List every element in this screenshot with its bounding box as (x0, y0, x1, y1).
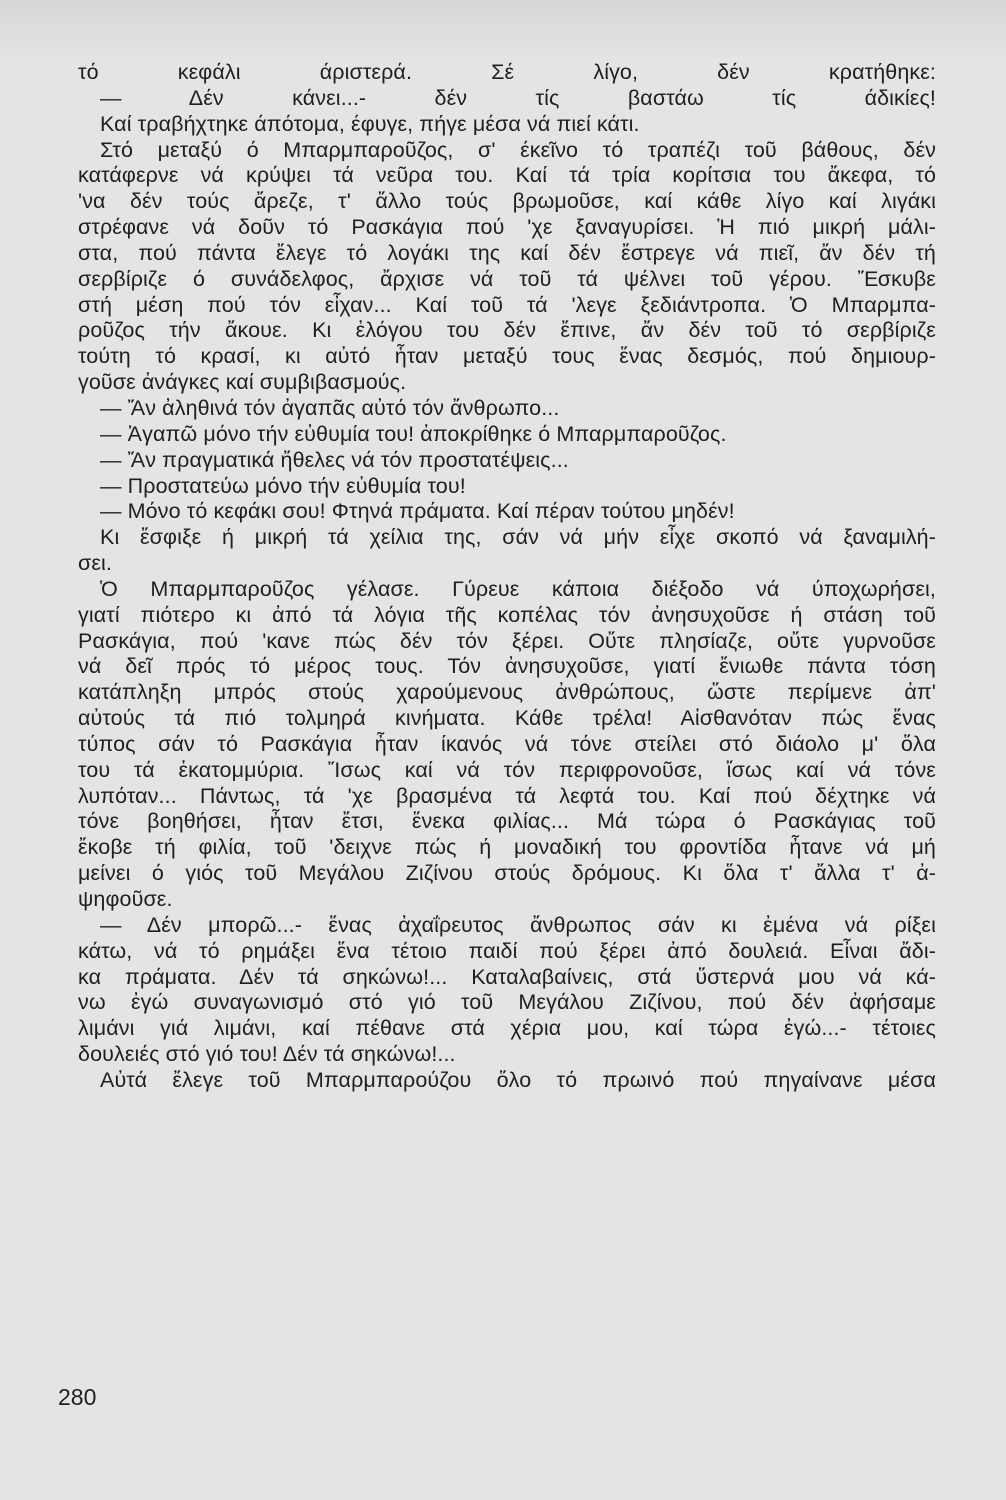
text-line: — Ἄν πραγματικά ἤθελες νά τόν προστατέψεις... (100, 447, 569, 472)
text-line: Στό μεταξύ ό Μπαρμπαροῦζος, σ' έκεῖνο τό τραπέζι τοῦ βάθους, δέν (100, 137, 936, 162)
text-line: γιατί πιότερο κι ἀπό τά λόγια τῆς κοπέλας τόν ἀνησυχοῦσε ή στάση τοῦ (78, 602, 936, 627)
page-top-bleed (0, 0, 1006, 60)
text-line: ψηφοῦσε. (78, 887, 173, 911)
text-line: — Μόνο τό κεφάκι σου! Φτηνά πράματα. Καί πέραν τούτου μηδέν! (100, 499, 735, 524)
text-line: στα, πού πάντα ἔλεγε τό λογάκι της καί δέν ἔστρεγε νά πιεῖ, ἄν δέν τή (78, 240, 936, 265)
text-line: τούτη τό κρασί, κι αὐτό ἦταν μεταξύ τους ἕνας δεσμός, πού δημιουρ- (78, 344, 936, 369)
text-line: Αὐτά ἔλεγε τοῦ Μπαρμπαρούζου ὅλο τό πρωινό πού πηγαίνανε μέσα (100, 1067, 936, 1092)
text-line: ἔκοβε τή φιλία, τοῦ 'δειχνε πώς ή μοναδική του φροντίδα ἦτανε νά μή (78, 835, 936, 860)
page-number: 280 (58, 1384, 97, 1410)
text-line: κατάπληξη μπρός στούς χαρούμενους ἀνθρώπους, ὥστε περίμενε ἀπ' (78, 680, 936, 705)
text-line: γοῦσε ἀνάγκες καί συμβιβασμούς. (78, 370, 407, 395)
text-line: Ρασκάγια, πού 'κανε πώς δέν τόν ξέρει. Οὔτε πλησίαζε, οὔτε γυρνοῦσε (78, 628, 936, 653)
text-line: στρέφανε νά δοῦν τό Ρασκάγια πού 'χε ξαναγυρίσει. Ἡ πιό μικρή μάλι- (78, 215, 936, 240)
text-line: μείνει ό γιός τοῦ Μεγάλου Ζιζίνου στούς δρόμους. Κι ὅλα τ' ἄλλα τ' ἀ- (78, 861, 936, 886)
text-line: Κι ἔσφιξε ή μικρή τά χείλια της, σάν νά μήν εἶχε σκοπό νά ξαναμιλή- (100, 525, 936, 550)
text-line: κα πράματα. Δέν τά σηκώνω!... Καταλαβαίνεις, στά ὕστερνά μου νά κά- (78, 964, 936, 989)
text-line: — Ἀγαπῶ μόνο τήν εὐθυμία του! ἀποκρίθηκε ό Μπαρμπαροῦζος. (100, 421, 727, 446)
text-line: — Δέν μπορῶ...- ἕνας ἀχαΐρευτος ἄνθρωπος σάν κι ἐμένα νά ρίξει (100, 912, 936, 937)
text-line: Ὁ Μπαρμπαροῦζος γέλασε. Γύρευε κάποια διέξοδο νά ύποχωρήσει, (100, 576, 936, 601)
text-line: 'να δέν τούς ἄρεζε, τ' ἄλλο τούς βρωμοῦσε, καί κάθε λίγο καί λιγάκι (78, 189, 936, 214)
text-line: στή μέση πού τόν εἶχαν... Καί τοῦ τά 'λεγε ξεδιάντροπα. Ὁ Μπαρμπα- (78, 292, 936, 317)
text-line: — Προστατεύω μόνο τήν εὐθυμία του! (100, 473, 466, 498)
text-line: δουλειές στό γιό του! Δέν τά σηκώνω!... (78, 1042, 456, 1067)
text-line: κατάφερνε νά κρύψει τά νεῦρα του. Καί τά τρία κορίτσια του ἄκεφα, τό (78, 163, 936, 188)
text-line: λιμάνι γιά λιμάνι, καί πέθανε στά χέρια μου, καί τώρα ἐγώ...- τέτοιες (78, 1016, 936, 1041)
text-line: — Ἄν ἀληθινά τόν ἀγαπᾶς αὐτό τόν ἄνθρωπο... (100, 395, 560, 420)
text-line: τόνε βοηθήσει, ἦταν ἔτσι, ἕνεκα φιλίας... Μά τώρα ό Ρασκάγιας τοῦ (78, 809, 936, 834)
text-line: λυπόταν... Πάντως, τά 'χε βρασμένα τά λεφτά του. Καί πού δέχτηκε νά (78, 783, 936, 808)
text-line: κάτω, νά τό ρημάξει ἕνα τέτοιο παιδί πού ξέρει ἀπό δουλειά. Εἶναι ἄδι- (78, 938, 936, 963)
text-line: ροῦζος τήν ἄκουε. Κι ἐλόγου του δέν ἔπινε, ἄν δέν τοῦ τό σερβίριζε (78, 318, 936, 343)
text-line: σει. (78, 551, 113, 576)
text-line: αὐτούς τά πιό τολμηρά κινήματα. Κάθε τρέλα! Αἰσθανόταν πώς ἕνας (78, 706, 936, 731)
body-text (78, 60, 936, 1094)
text-line: νά δεῖ πρός τό μέρος τους. Τόν ἀνησυχοῦσε, γιατί ἔνιωθε πάντα τόση (78, 654, 936, 679)
text-line: — Δέν κάνει...- δέν τίς βαστάω τίς άδικίες! (100, 85, 936, 110)
text-line: του τά ἑκατομμύρια. Ἴσως καί νά τόν περιφρονοῦσε, ἴσως καί νά τόνε (78, 757, 936, 782)
text-line: νω ἐγώ συναγωνισμό στό γιό τοῦ Μεγάλου Ζιζίνου, πού δέν ἀφήσαμε (78, 990, 936, 1015)
text-line: τύπος σάν τό Ρασκάγια ἦταν ίκανός νά τόνε στείλει στό διάολο μ' ὅλα (78, 731, 936, 756)
text-line: Καί τραβήχτηκε άπότομα, έφυγε, πήγε μέσα νά πιεί κάτι. (100, 111, 640, 136)
text-line: σερβίριζε ό συνάδελφος, ἄρχισε νά τοῦ τά ψέλνει τοῦ γέρου. Ἔσκυβε (78, 266, 936, 291)
text-line: τό κεφάλι άριστερά. Σέ λίγο, δέν κρατήθηκε: (78, 60, 936, 84)
